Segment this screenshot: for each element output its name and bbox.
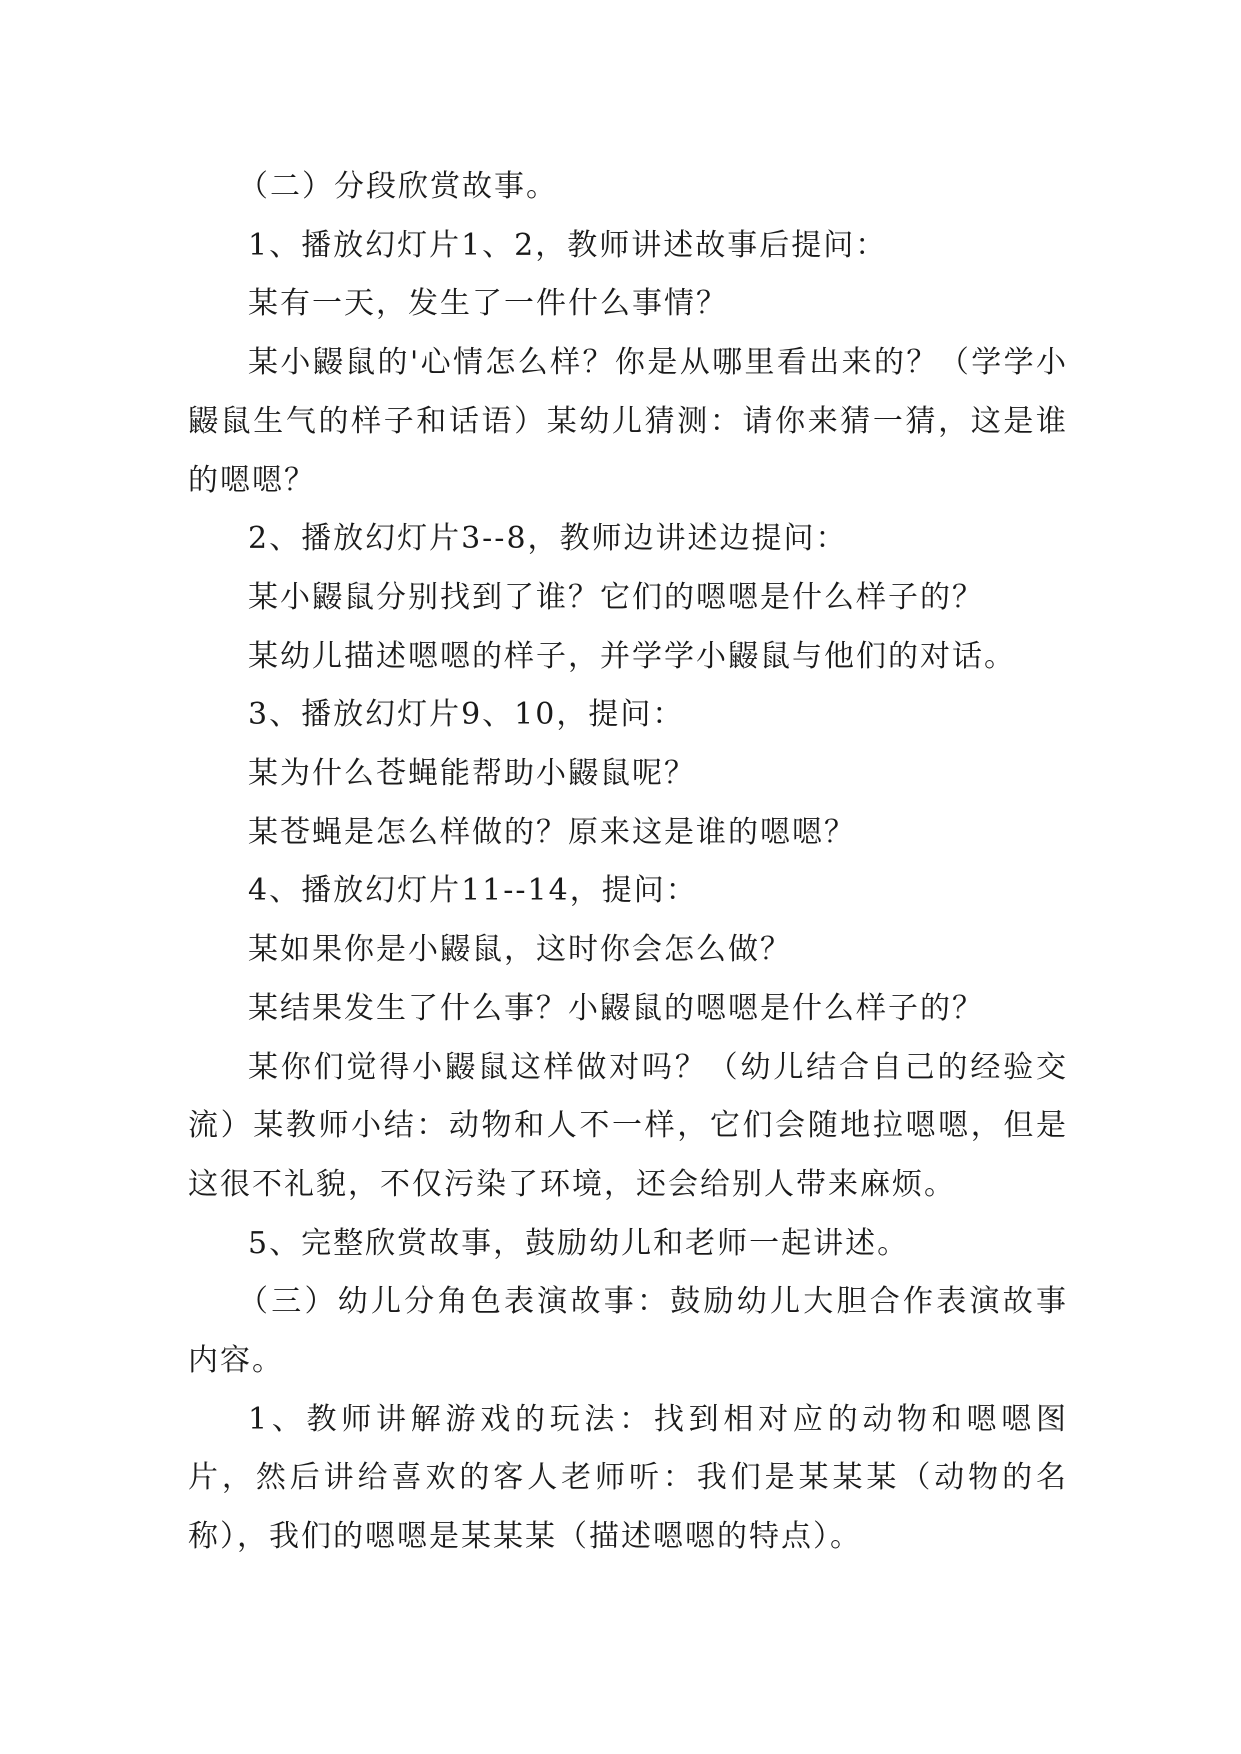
paragraph: 5、完整欣赏故事，鼓励幼儿和老师一起讲述。	[248, 1225, 910, 1261]
paragraph: 某小鼹鼠的'心情怎么样？你是从哪里看出来的？（学学小鼹鼠生气的样子和话语）某幼儿猜测：请你来猜一猜，这是谁的嗯嗯？	[188, 345, 1068, 498]
paragraph: 3、播放幻灯片9、10，提问：	[248, 697, 685, 733]
paragraph: 某如果你是小鼹鼠，这时你会怎么做？	[248, 932, 792, 968]
paragraph: 某幼儿描述嗯嗯的样子，并学学小鼹鼠与他们的对话。	[248, 638, 1016, 674]
paragraph: 某你们觉得小鼹鼠这样做对吗？（幼儿结合自己的经验交流）某教师小结：动物和人不一样，它们会随地拉嗯嗯，但是这很不礼貌，不仅污染了环境，还会给别人带来麻烦。	[188, 1049, 1068, 1202]
paragraph: 某苍蝇是怎么样做的？原来这是谁的嗯嗯？	[248, 814, 856, 850]
paragraph: 2、播放幻灯片3--8，教师边讲述边提问：	[248, 521, 848, 557]
paragraph: 某有一天，发生了一件什么事情？	[248, 286, 728, 322]
section-heading-2: （二）分段欣赏故事。	[238, 169, 558, 204]
document-body	[188, 158, 1068, 1567]
paragraph: 1、播放幻灯片1、2，教师讲述故事后提问：	[248, 227, 888, 263]
paragraph: 某为什么苍蝇能帮助小鼹鼠呢？	[248, 756, 696, 792]
section-heading-3: （三）幼儿分角色表演故事：鼓励幼儿大胆合作表演故事内容。	[188, 1284, 1068, 1379]
paragraph: 4、播放幻灯片11--14，提问：	[248, 873, 698, 909]
paragraph: 某小鼹鼠分别找到了谁？它们的嗯嗯是什么样子的？	[248, 579, 984, 615]
paragraph: 1、教师讲解游戏的玩法：找到相对应的动物和嗯嗯图片，然后讲给喜欢的客人老师听：我们是某某某（动物的名称），我们的嗯嗯是某某某（描述嗯嗯的特点）。	[188, 1401, 1068, 1555]
paragraph: 某结果发生了什么事？小鼹鼠的嗯嗯是什么样子的？	[248, 990, 984, 1026]
